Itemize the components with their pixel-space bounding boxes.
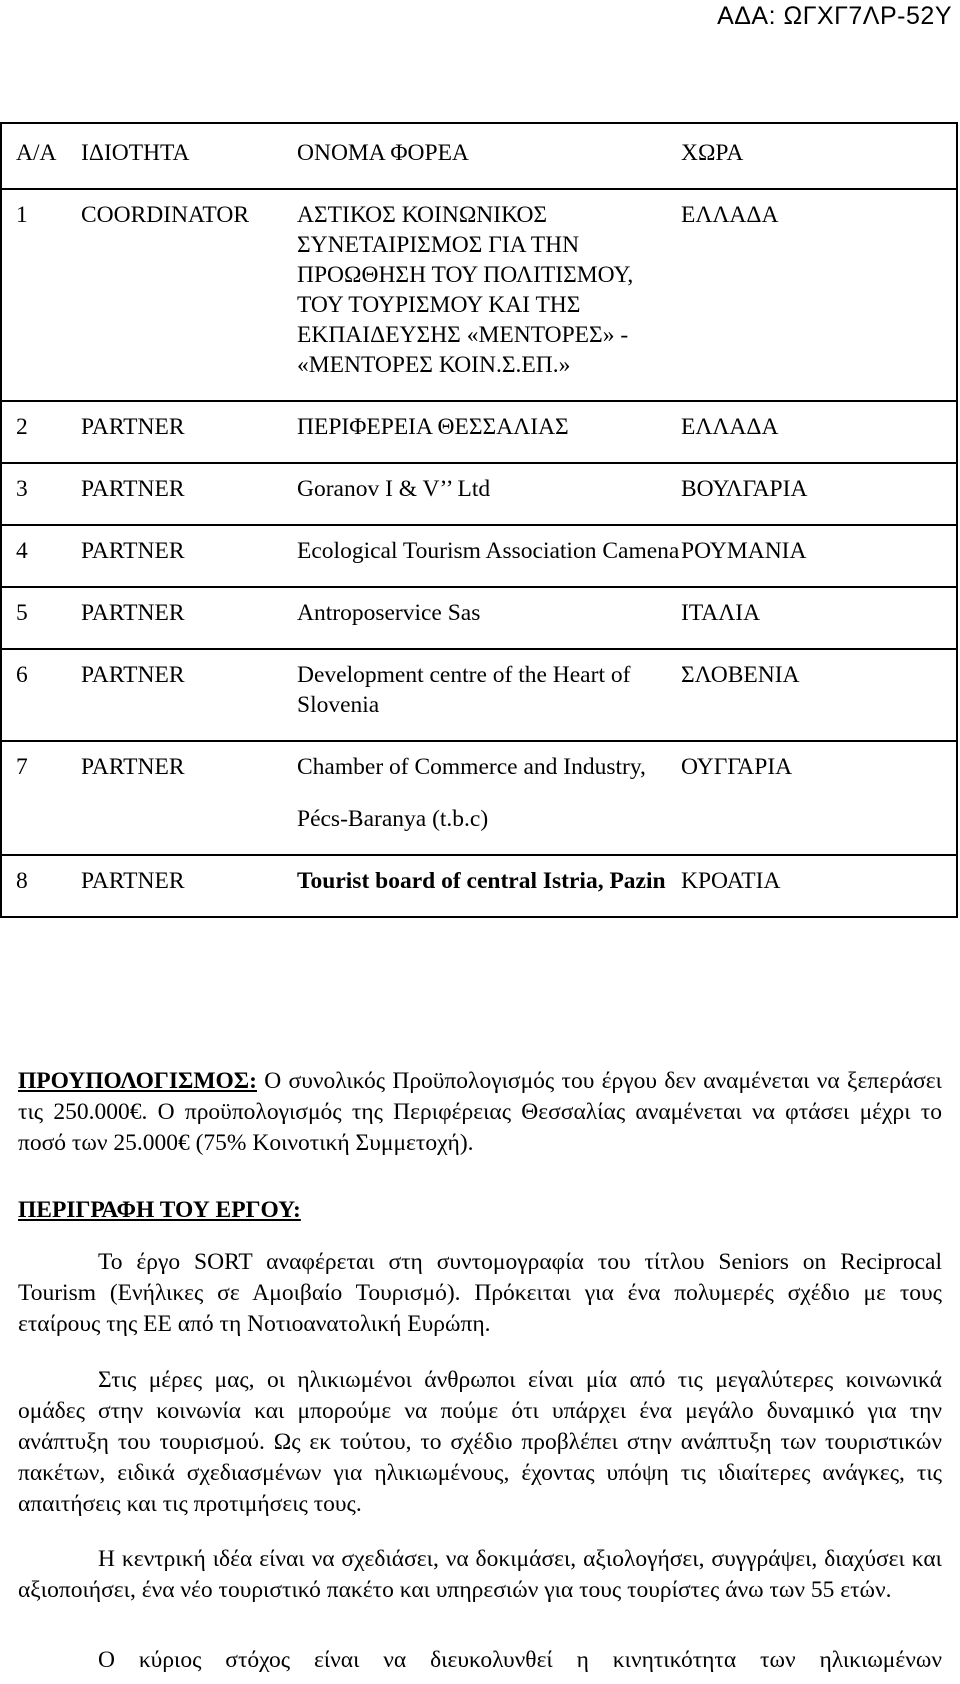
row-country: ΒΟΥΛΓΑΡΙΑ xyxy=(681,463,957,525)
description-paragraph-3: Η κεντρική ιδέα είναι να σχεδιάσει, να δοκιμάσει, αξιολογήσει, συγγράψει, διαχύσει και αξιοποιήσει, ένα νέο τουριστικό πακέτο και υπηρεσιών για τους τουρίστες άνω των 55 ετών. xyxy=(18,1546,942,1603)
row-num: 4 xyxy=(1,525,81,587)
row-name: Antroposervice Sas xyxy=(297,587,681,649)
ada-code: ΑΔΑ: ΩΓΧΓ7ΛΡ-52Υ xyxy=(717,2,952,30)
row-role: PARTNER xyxy=(81,463,297,525)
row-country: ΕΛΛΑΔΑ xyxy=(681,189,957,401)
description-heading: ΠΕΡΙΓΡΑΦΗ ΤΟΥ ΕΡΓΟΥ: xyxy=(18,1197,301,1223)
row-num: 3 xyxy=(1,463,81,525)
row-num: 8 xyxy=(1,855,81,917)
row-country: ΟΥΓΓΑΡΙΑ xyxy=(681,741,957,855)
row-role: PARTNER xyxy=(81,855,297,917)
row-name: ΠΕΡΙΦΕΡΕΙΑ ΘΕΣΣΑΛΙΑΣ xyxy=(297,401,681,463)
description-paragraph-2: Στις μέρες μας, οι ηλικιωμένοι άνθρωποι είναι μία από τις μεγαλύτερες κοινωνικά ομάδες στην κοινωνία και μπορούμε να πούμε ότι υπάρχει ένα μεγάλο δυναμικό για την ανάπτυξη του τουρισμού. Ως εκ τούτου, το σχέδιο προβλέπει στην ανάπτυξη των τουριστικών πακέτων, ειδικά σχεδιασμένων για ηλικιωμένους, έχοντας υπόψη τις ιδιαίτερες ανάγκες, τις απαιτήσεις και τις προτιμήσεις τους. xyxy=(18,1367,942,1517)
row-role: PARTNER xyxy=(81,741,297,855)
table-header-row xyxy=(1,123,957,189)
row-name-line2: Pécs-Baranya (t.b.c) xyxy=(297,806,489,832)
row-name: Tourist board of central Istria, Pazin xyxy=(297,855,681,917)
row-name-line1: Chamber of Commerce and Industry, xyxy=(297,754,646,780)
row-num: 7 xyxy=(1,741,81,855)
header-num: Α/Α xyxy=(1,123,81,189)
budget-text: Ο συνολικός Προϋπολογισμός του έργου δεν αναμένεται να ξεπεράσει τις 250.000€. Ο προϋπολογισμός της Περιφέρειας Θεσσαλίας αναμένεται να φτάσει μέχρι το ποσό των 25.000€ (75% Κοινοτική Συμμετοχή). xyxy=(18,1068,942,1156)
table-row xyxy=(1,649,957,741)
budget-paragraph xyxy=(18,1066,942,1159)
row-role: PARTNER xyxy=(81,401,297,463)
row-name: Ecological Tourism Association Camena xyxy=(297,525,681,587)
header-country: ΧΩΡΑ xyxy=(681,123,957,189)
row-country: ΙΤΑΛΙΑ xyxy=(681,587,957,649)
row-role: COORDINATOR xyxy=(81,189,297,401)
table-row xyxy=(1,189,957,401)
table-row xyxy=(1,401,957,463)
table-row xyxy=(1,463,957,525)
row-num: 6 xyxy=(1,649,81,741)
row-name: Goranov I & V’’ Ltd xyxy=(297,463,681,525)
row-name: ΑΣΤΙΚΟΣ ΚΟΙΝΩΝΙΚΟΣ ΣΥΝΕΤΑΙΡΙΣΜΟΣ ΓΙΑ ΤΗΝ ΠΡΟΩΘΗΣΗ ΤΟΥ ΠΟΛΙΤΙΣΜΟΥ, ΤΟΥ ΤΟΥΡΙΣΜΟΥ ΚΑΙ ΤΗΣ ΕΚΠΑΙΔΕΥΣΗΣ «ΜΕΝΤΟΡΕΣ» - «ΜΕΝΤΟΡΕΣ ΚΟΙΝ.Σ.ΕΠ.» xyxy=(297,189,681,401)
description-paragraph-1: Το έργο SORT αναφέρεται στη συντομογραφία του τίτλου Seniors on Reciprocal Tourism (Ενήλικες σε Αμοιβαίο Τουρισμό). Πρόκειται για ένα πολυμερές σχέδιο με τους εταίρους της ΕΕ από τη Νοτιοανατολική Ευρώπη. xyxy=(18,1249,942,1337)
table-row xyxy=(1,855,957,917)
budget-label: ΠΡΟΥΠΟΛΟΓΙΣΜΟΣ: xyxy=(18,1068,257,1094)
row-num: 1 xyxy=(1,189,81,401)
description-paragraph-4: Ο κύριος στόχος είναι να διευκολυνθεί η κινητικότητα των ηλικιωμένων xyxy=(98,1647,942,1673)
row-country: ΕΛΛΑΔΑ xyxy=(681,401,957,463)
header-name: ΟΝΟΜΑ ΦΟΡΕΑ xyxy=(297,123,681,189)
table-row xyxy=(1,525,957,587)
row-role: PARTNER xyxy=(81,649,297,741)
row-role: PARTNER xyxy=(81,587,297,649)
row-country: ΡΟΥΜΑΝΙΑ xyxy=(681,525,957,587)
row-num: 5 xyxy=(1,587,81,649)
row-country: ΚΡΟΑΤΙΑ xyxy=(681,855,957,917)
row-num: 2 xyxy=(1,401,81,463)
row-role: PARTNER xyxy=(81,525,297,587)
table-row xyxy=(1,587,957,649)
table-row xyxy=(1,741,957,855)
row-country: ΣΛΟΒΕΝΙΑ xyxy=(681,649,957,741)
header-role: ΙΔΙΟΤΗΤΑ xyxy=(81,123,297,189)
row-name: Development centre of the Heart of Slovenia xyxy=(297,649,681,741)
row-name xyxy=(297,741,681,855)
partners-table xyxy=(0,122,958,918)
